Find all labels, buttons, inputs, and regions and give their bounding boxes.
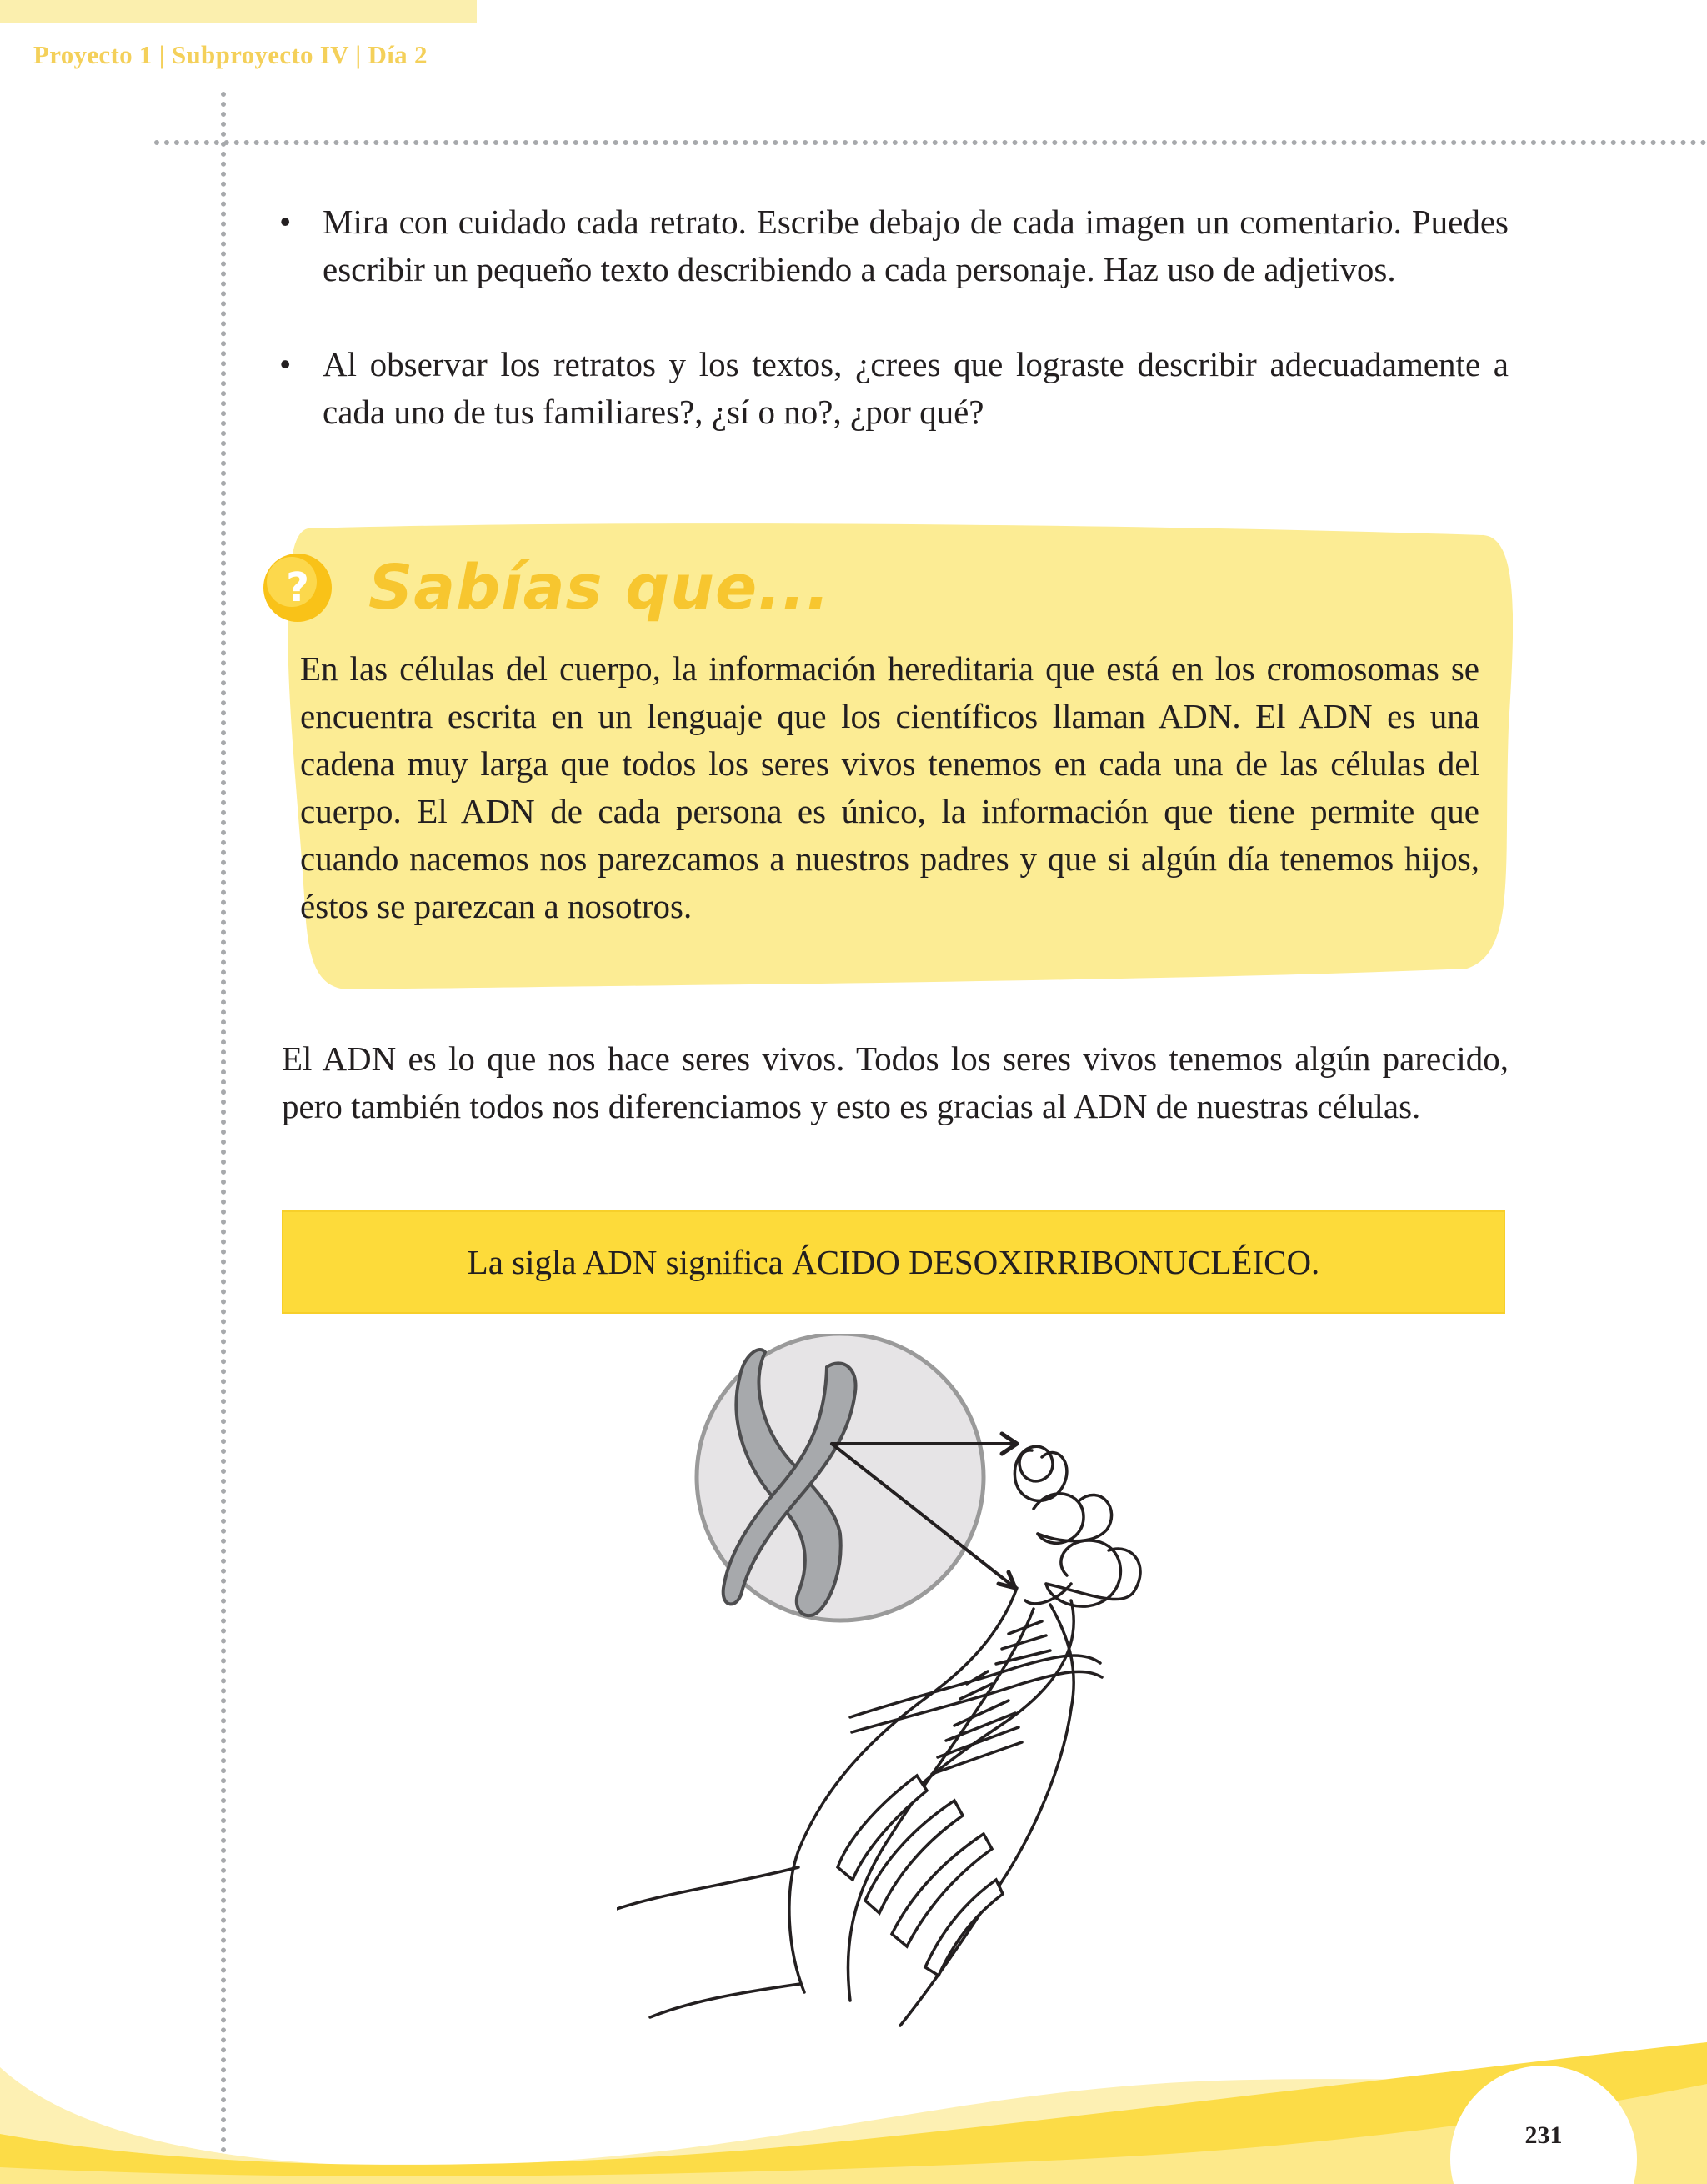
sabias-que-title: Sabías que... xyxy=(368,552,831,624)
sabias-que-box xyxy=(275,518,1513,989)
instruction-item xyxy=(279,198,1509,293)
svg-text:?: ? xyxy=(286,564,309,611)
question-mark-icon xyxy=(262,552,333,624)
bullet-icon: • xyxy=(279,203,292,241)
definition-banner-text: La sigla ADN significa ÁCIDO DESOXIRRIBONUCLÉICO. xyxy=(467,1243,1320,1281)
vertical-dotted-divider xyxy=(221,92,226,2184)
page-header-breadcrumb: Proyecto 1 | Subproyecto IV | Día 2 xyxy=(33,40,428,69)
bullet-icon: • xyxy=(279,345,292,383)
body-paragraph: El ADN es lo que nos hace seres vivos. Todos los seres vivos tenemos algún parecido, pero también todos nos diferenciamos y esto es gracias al ADN de nuestras células. xyxy=(282,1039,1509,1125)
instruction-text: Mira con cuidado cada retrato. Escribe debajo de cada imagen un comentario. Puedes escribir un pequeño texto describiendo a cada personaje. Haz uso de adjetivos. xyxy=(323,203,1509,288)
sabias-que-text: En las células del cuerpo, la información hereditaria que está en los cromosomas se encuentra escrita en un lenguaje que los científicos llaman ADN. El ADN es una cadena muy larga que todos los seres vivos tenemos en cada una de las células del cuerpo. El ADN de cada persona es único, la información que tiene permite que cuando nacemos nos parezcamos a nuestros padres y que si algún día tenemos hijos, éstos se parezcan a nosotros. xyxy=(300,649,1479,925)
definition-banner xyxy=(282,1210,1505,1314)
chromosome-dna-icon xyxy=(617,1334,1217,2034)
instruction-text: Al observar los retratos y los textos, ¿crees que lograste describir adecuadamente a cada uno de tus familiares?, ¿sí o no?, ¿por qué? xyxy=(323,345,1509,431)
top-tab-decoration xyxy=(0,0,477,23)
instruction-item xyxy=(279,341,1509,436)
instruction-list xyxy=(279,198,1509,483)
page-number: 231 xyxy=(1524,2121,1563,2149)
horizontal-dotted-divider xyxy=(154,140,1707,145)
footer-wave-decoration xyxy=(0,2034,1707,2184)
